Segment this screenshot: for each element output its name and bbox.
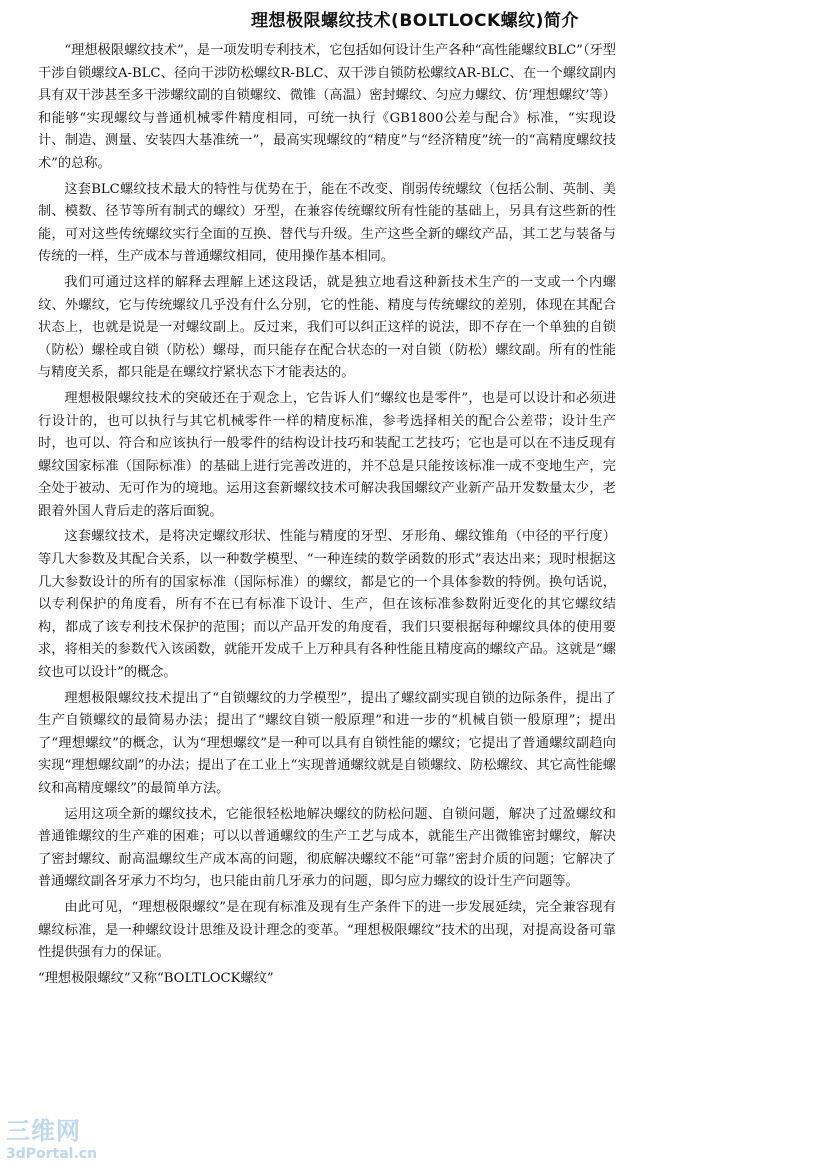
document-body xyxy=(38,40,616,993)
watermark-main-text: 三维网 xyxy=(6,1117,81,1145)
paragraph-4: 理想极限螺纹技术的突破还在于观念上，它告诉人们“螺纹也是零件”，也是可以设计和必须进行设计的，也可以执行与其它机械零件一样的精度标准，参考选择相关的配合公差带；设计生产时，也可以、符合和应该执行一般零件的结构设计技巧和装配工艺技巧；它也是可以在不违反现有螺纹国家标准（国际标准）的基础上进行完善改进的，并不总是只能按该标准一成不变地生产，完全处于被动、无可作为的境地。运用这套新螺纹技术可解决我国螺纹产业新产品开发数量太少，老跟着外国人背后走的落后面貌。 xyxy=(38,390,616,519)
paragraph-3: 我们可通过这样的解释去理解上述这段话，就是独立地看这种新技术生产的一支或一个内螺纹、外螺纹，它与传统螺纹几乎没有什么分别，它的性能、精度与传统螺纹的差别，体现在其配合状态上，也就是说是一对螺纹副上。反过来，我们可以纠正这样的说法，即不存在一个单独的自锁（防松）螺栓或自锁（防松）螺母，而只能存在配合状态的一对自锁（防松）螺纹副。所有的性能与精度关系，都只能是在螺纹拧紧状态下才能表达的。 xyxy=(38,274,616,381)
paragraph-8: 由此可见，“理想极限螺纹”是在现有标准及现有生产条件下的进一步发展延续，完全兼容现有螺纹标准，是一种螺纹设计思维及设计理念的变革。“理想极限螺纹”技术的出现，对提高设备可靠性提供强有力的保证。 xyxy=(38,899,616,961)
paragraph-6: 理想极限螺纹技术提出了“自锁螺纹的力学模型”，提出了螺纹副实现自锁的边际条件，提出了生产自锁螺纹的最简易办法；提出了“螺纹自锁一般原理”和进一步的“机械自锁一般原理”；提出了“理想螺纹”的概念，认为“理想螺纹”是一种可以具有自锁性能的螺纹；它提出了普通螺纹副趋向实现“理想螺纹副”的办法；提出了在工业上“实现普通螺纹就是自锁螺纹、防松螺纹、其它高性能螺纹和高精度螺纹”的最简单方法。 xyxy=(38,690,616,796)
watermark-sub-text: 3dPortal.cn xyxy=(6,1146,98,1162)
footnote: “理想极限螺纹”又称“BOLTLOCK螺纹” xyxy=(38,970,274,986)
document-title: 理想极限螺纹技术(BOLTLOCK螺纹)简介 xyxy=(251,11,579,31)
paragraph-5: 这套螺纹技术，是将决定螺纹形状、性能与精度的牙型、牙形角、螺纹锥角（中径的平行度）等几大参数及其配合关系，以一种数学模型、“一种连续的数学函数的形式”表达出来；现时根据这几大参数设计的所有的国家标准（国际标准）的螺纹，都是它的一个具体参数的特例。换句话说，以专利保护的角度看，所有不在已有标准下设计、生产，但在该标准参数附近变化的其它螺纹结构，都成了该专利技术保护的范围；而以产品开发的角度看，我们只要根据每种螺纹具体的使用要求，将相关的参数代入该函数，就能开发成千上万种具有各种性能且精度高的螺纹产品。这就是“螺纹也可以设计”的概念。 xyxy=(38,529,616,681)
paragraph-7: 运用这项全新的螺纹技术，它能很轻松地解决螺纹的防松问题、自锁问题，解决了过盈螺纹和普通锥螺纹的生产难的困难；可以以普通螺纹的生产工艺与成本，就能生产出微锥密封螺纹，解决了密封螺纹、耐高温螺纹生产成本高的问题，彻底解决螺纹不能“可靠”密封介质的问题；它解决了普通螺纹副各牙承力不均匀，也只能由前几牙承力的问题，即匀应力螺纹的设计生产问题等。 xyxy=(38,806,616,890)
paragraph-2: 这套BLC螺纹技术最大的特性与优势在于，能在不改变、削弱传统螺纹（包括公制、英制、美制、模数、径节等所有制式的螺纹）牙型，在兼容传统螺纹所有性能的基础上，另具有这些新的性能，可对这些传统螺纹实行全面的互换、替代与升级。生产这些全新的螺纹产品，其工艺与装备与传统的一样，生产成本与普通螺纹相同，使用操作基本相同。 xyxy=(38,181,616,265)
paragraph-1: “理想极限螺纹技术”，是一项发明专利技术，它包括如何设计生产各种“高性能螺纹BLC”（牙型干涉自锁螺纹A-BLC、径向干涉防松螺纹R-BLC、双干涉自锁防松螺纹AR-BLC、在一个螺纹副内具有双干涉甚至多干涉螺纹副的自锁螺纹、微锥（高温）密封螺纹、匀应力螺纹、仿‘理想螺纹’等）和能够“实现螺纹与普通机械零件精度相同，可统一执行《GB1800公差与配合》标准，“实现设计、制造、测量、安装四大基准统一”，最高实现螺纹的“精度”与“经济精度”统一的“高精度螺纹技术”的总称。 xyxy=(38,43,616,171)
watermark-logo xyxy=(6,1118,116,1164)
